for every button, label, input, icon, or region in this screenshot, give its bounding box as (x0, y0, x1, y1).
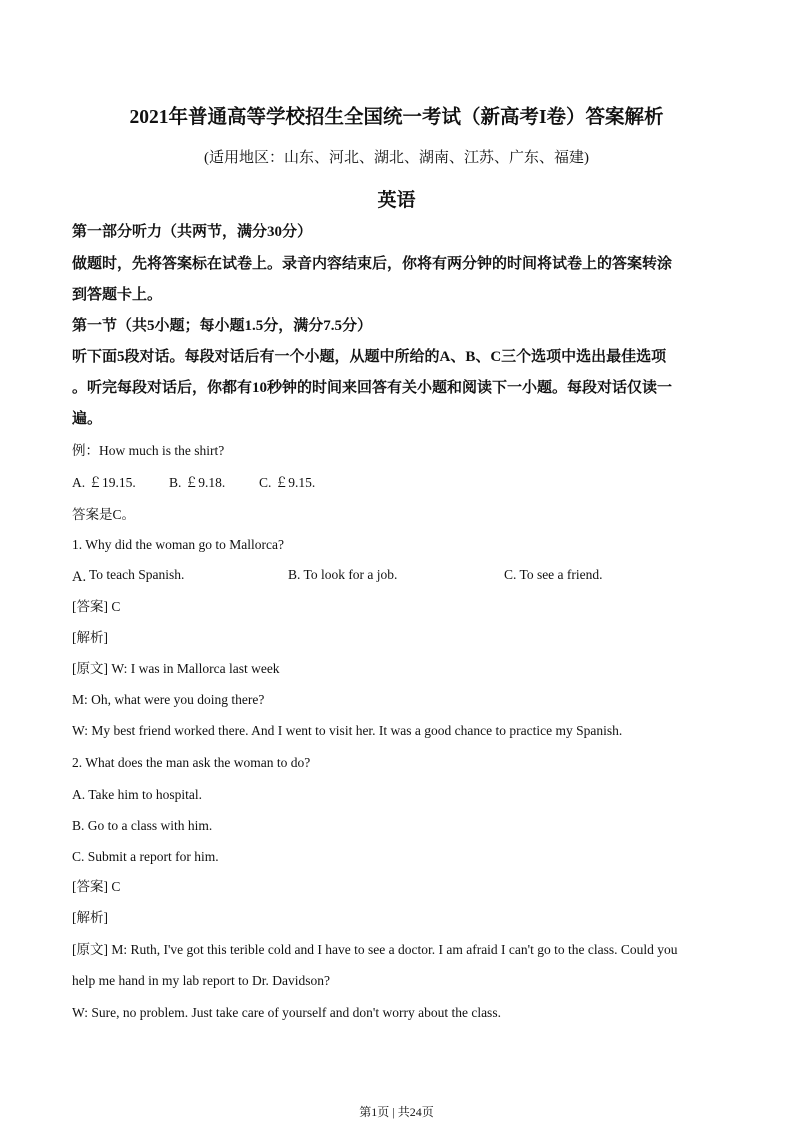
part1-instruction-line1: 做题时，先将答案标在试卷上。录音内容结束后，你将有两分钟的时间将试卷上的答案转涂 (72, 256, 673, 272)
q1-transcript-line: [原文] W: I was in Mallorca last week (72, 661, 280, 676)
document-subtitle: (适用地区：山东、河北、湖北、湖南、江苏、广东、福建) (204, 150, 589, 166)
example-question: 例：How much is the shirt? (72, 443, 225, 458)
example-option-b: B. ￡9.18. (169, 475, 226, 490)
q2-option-b: B. Go to a class with him. (72, 818, 213, 833)
example-answer: 答案是C。 (72, 507, 136, 522)
part1-instruction-line2: 到答题卡上。 (72, 287, 163, 303)
q1-transcript-line: W: My best friend worked there. And I went to visit her. It was a good chance to practice my Spanish. (72, 723, 623, 738)
q1-option-b: B. To look for a job. (288, 567, 398, 582)
q2-transcript-line: W: Sure, no problem. Just take care of yourself and don't worry about the class. (72, 1005, 501, 1020)
q2-analysis: [解析] (72, 910, 108, 925)
q2-option-c: C. Submit a report for him. (72, 849, 219, 864)
q1-analysis: [解析] (72, 630, 108, 645)
q2-transcript-line: help me hand in my lab report to Dr. Davidson? (72, 973, 330, 988)
document-title: 2021年普通高等学校招生全国统一考试（新高考I卷）答案解析 (129, 107, 664, 128)
subject-heading: 英语 (377, 190, 416, 211)
q1-option-a-letter: A. (72, 569, 87, 585)
q1-option-a-text: To teach Spanish. (89, 567, 185, 582)
part1-heading: 第一部分听力（共两节，满分30分） (72, 224, 313, 240)
q2-option-a: A. Take him to hospital. (72, 787, 203, 802)
q1-transcript-line: M: Oh, what were you doing there? (72, 692, 265, 707)
example-option-c: C. ￡9.15. (259, 475, 316, 490)
example-option-a: A. ￡19.15. (72, 475, 136, 490)
q2-transcript-line: [原文] M: Ruth, I've got this terible cold and I have to see a doctor. I am afraid I can't go to the class. Could you (72, 942, 678, 957)
section1-instruction-line1: 听下面5段对话。每段对话后有一个小题，从题中所给的A、B、C三个选项中选出最佳选项 (72, 349, 667, 365)
q1-option-c: C. To see a friend. (504, 567, 603, 582)
q1-question: 1. Why did the woman go to Mallorca? (72, 537, 284, 552)
page-footer: 第1页 | 共24页 (359, 1105, 434, 1119)
section1-instruction-line3: 遍。 (72, 411, 103, 427)
q1-answer: [答案] C (72, 599, 121, 614)
section1-heading: 第一节（共5小题；每小题1.5分，满分7.5分） (72, 318, 373, 334)
section1-instruction-line2: 。听完每段对话后，你都有10秒钟的时间来回答有关小题和阅读下一小题。每段对话仅读一 (72, 380, 673, 396)
q2-question: 2. What does the man ask the woman to do? (72, 755, 311, 770)
q2-answer: [答案] C (72, 879, 121, 894)
